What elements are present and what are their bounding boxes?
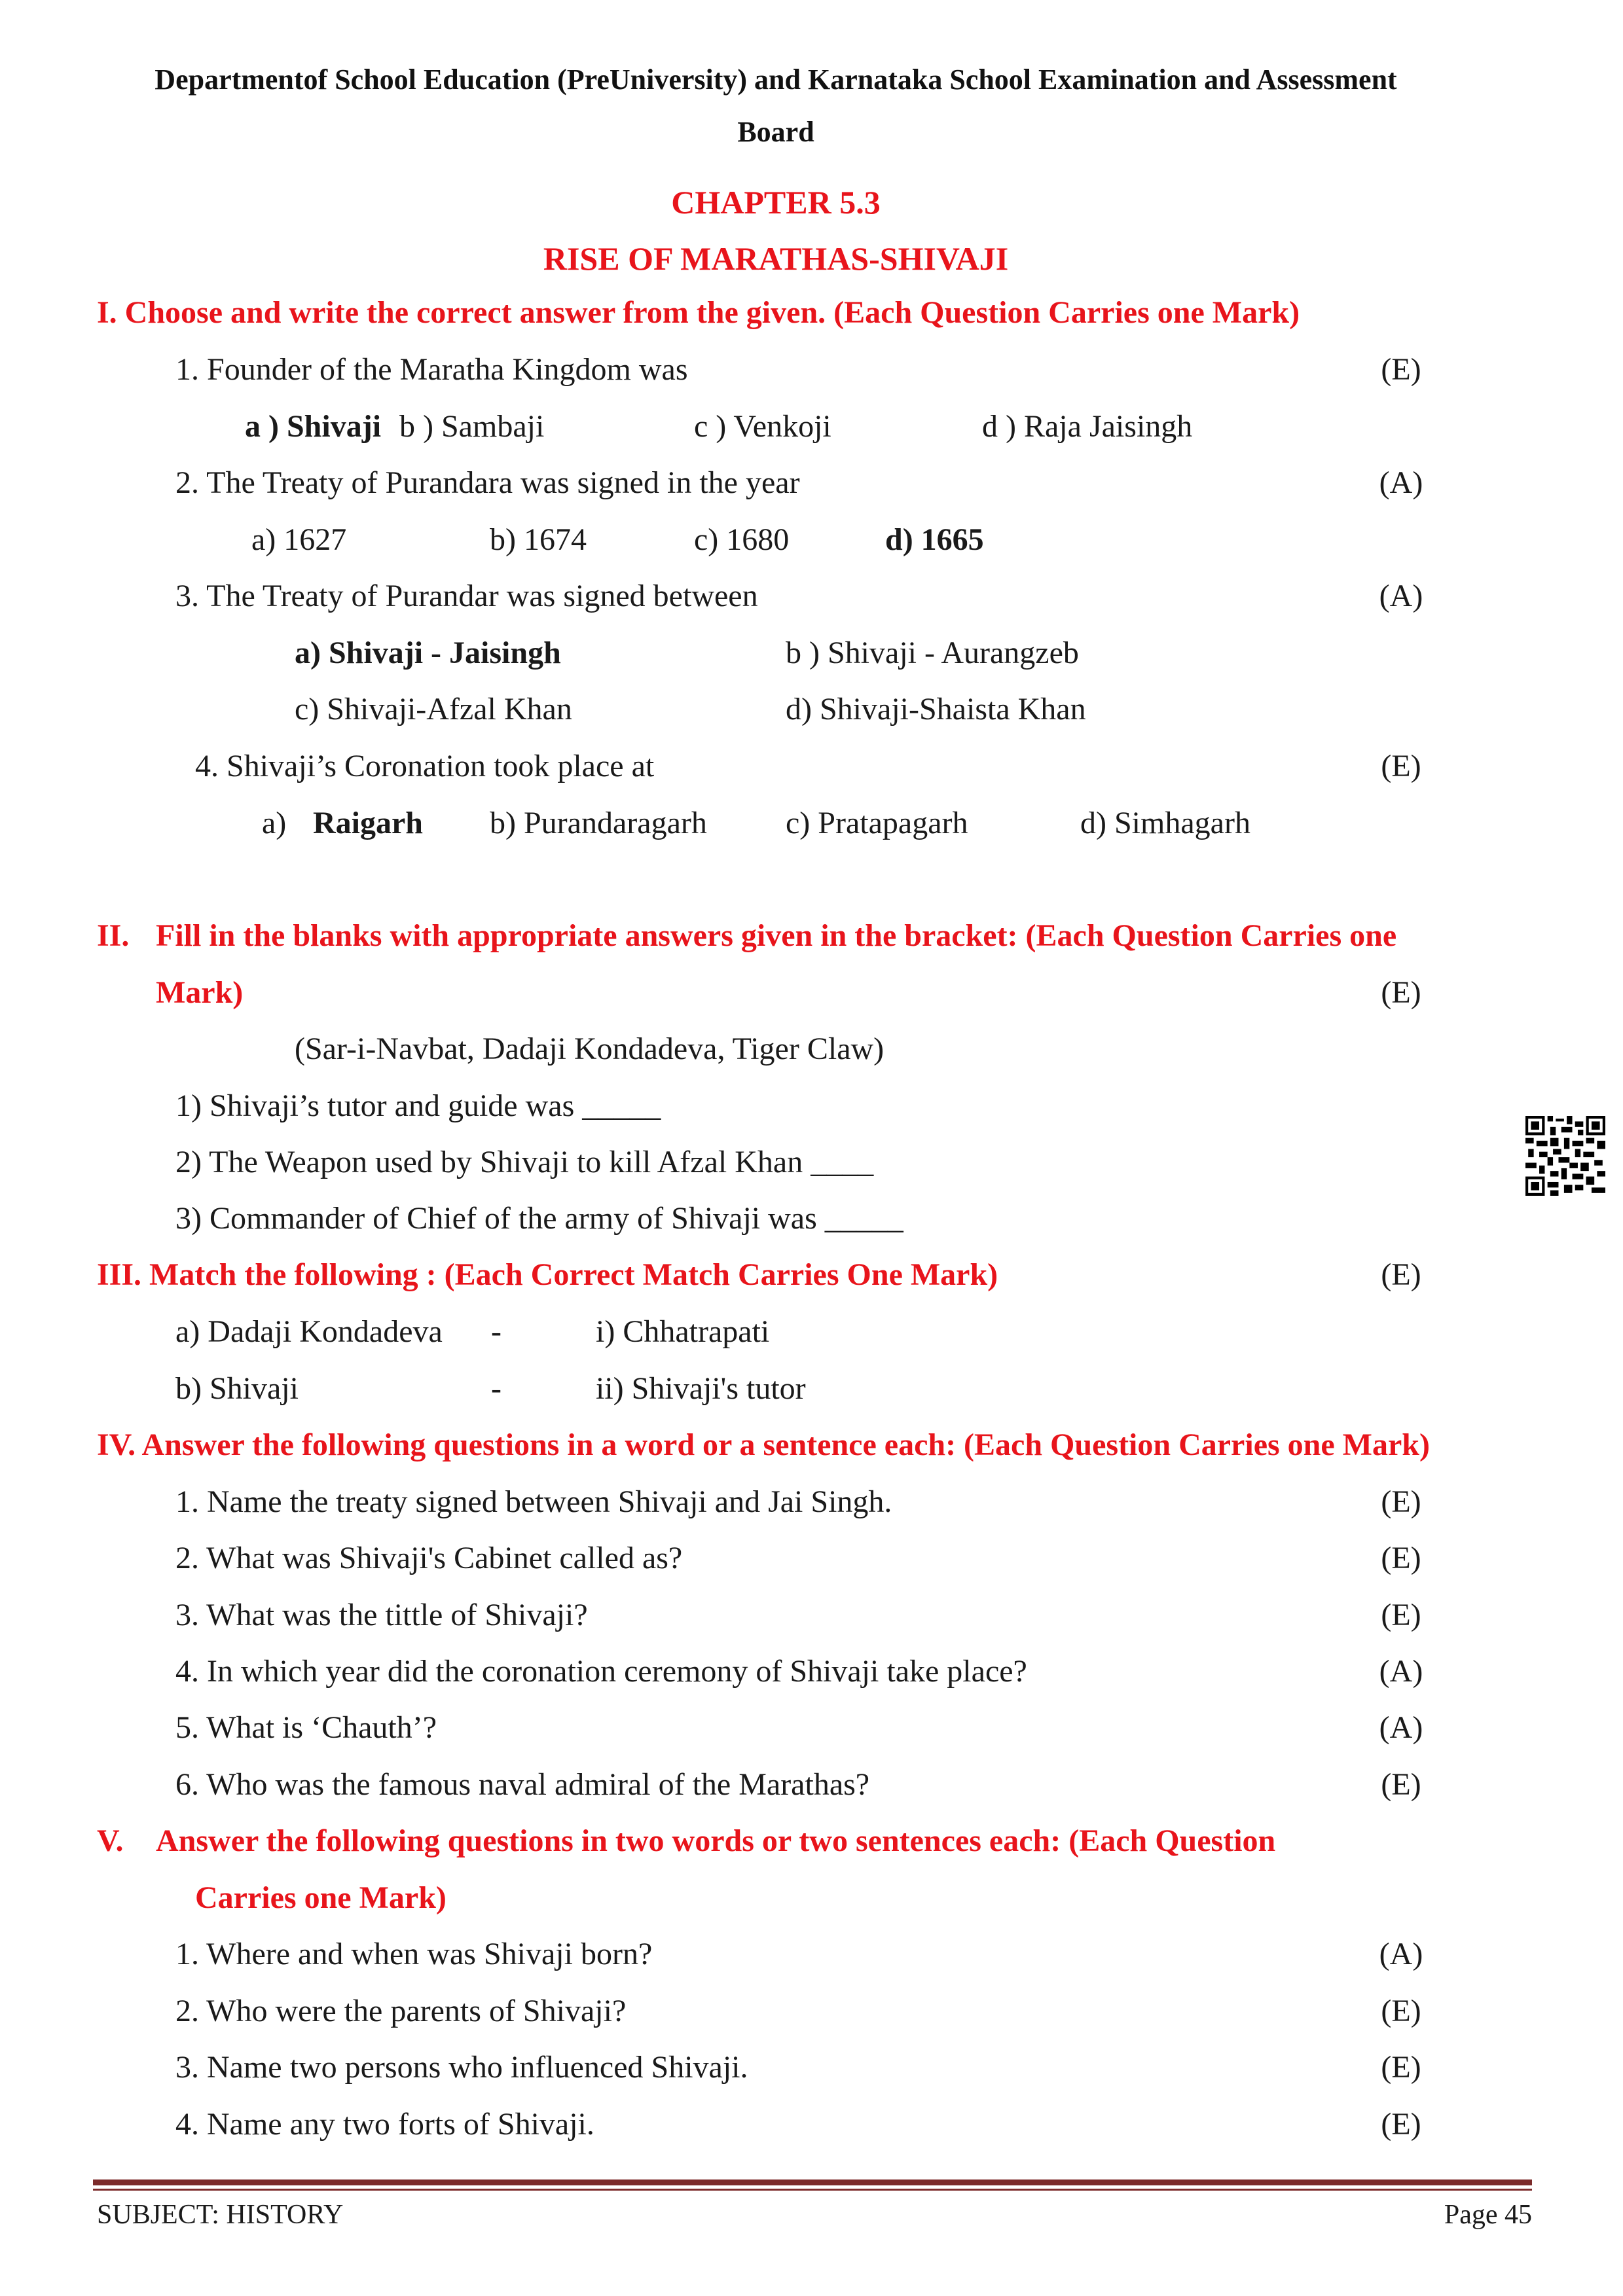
s1-q1-option-c: c ) Venkoji	[694, 409, 831, 444]
s1-q2-option-c: c) 1680	[694, 522, 790, 557]
s2-item-3: 3) Commander of Chief of the army of Shivaji was _____	[175, 1201, 903, 1236]
s1-q3-option-d: d) Shivaji-Shaista Khan	[786, 692, 1086, 726]
footer-rule-thick	[93, 2179, 1532, 2185]
s1-q2-mark: (A)	[1379, 465, 1423, 500]
s5-q4: 4. Name any two forts of Shivaji.	[175, 2107, 594, 2142]
s4-q3: 3. What was the tittle of Shivaji?	[175, 1598, 588, 1632]
s4-q4-mark: (A)	[1379, 1654, 1423, 1689]
section-2-number: II.	[97, 918, 130, 953]
s4-q1-mark: (E)	[1381, 1484, 1421, 1519]
s1-q3-option-c: c) Shivaji-Afzal Khan	[295, 692, 572, 726]
s1-q2-text: 2. The Treaty of Purandara was signed in the year	[175, 465, 800, 500]
s4-q4: 4. In which year did the coronation ceremony of Shivaji take place?	[175, 1654, 1027, 1689]
s5-q1-mark: (A)	[1379, 1937, 1423, 1971]
s1-q4-option-b: b) Purandaragarh	[490, 806, 707, 840]
s1-q3-option-b: b ) Shivaji - Aurangzeb	[786, 636, 1079, 670]
section-2-options: (Sar-i-Navbat, Dadaji Kondadeva, Tiger Claw)	[295, 1031, 884, 1066]
section-2-mark: (E)	[1381, 975, 1421, 1010]
s3-row-1-left: a) Dadaji Kondadeva	[175, 1314, 443, 1349]
s1-q3-text: 3. The Treaty of Purandar was signed between	[175, 579, 758, 613]
s1-q2-option-b: b) 1674	[490, 522, 587, 557]
s1-q3-option-a: a) Shivaji - Jaisingh	[295, 636, 561, 670]
s4-q3-mark: (E)	[1381, 1598, 1421, 1632]
section-5-number: V.	[97, 1823, 124, 1858]
section-4-heading: IV. Answer the following questions in a word or a sentence each: (Each Question Carries one Mark)	[97, 1427, 1430, 1462]
section-5-heading-line-2: Carries one Mark)	[195, 1880, 447, 1915]
section-3-heading: III. Match the following : (Each Correct Match Carries One Mark)	[97, 1257, 998, 1292]
chapter-title: RISE OF MARATHAS-SHIVAJI	[543, 240, 1009, 277]
s5-q2: 2. Who were the parents of Shivaji?	[175, 1994, 627, 2028]
s1-q4-option-a-prefix: a)	[262, 806, 287, 840]
s4-q2: 2. What was Shivaji's Cabinet called as?	[175, 1541, 683, 1575]
s5-q3: 3. Name two persons who influenced Shivaji.	[175, 2050, 748, 2085]
header-line-1: Departmentof School Education (PreUniversity) and Karnataka School Examination and Assessment	[155, 63, 1397, 96]
s1-q2-option-a: a) 1627	[251, 522, 347, 557]
s1-q4-option-c: c) Pratapagarh	[786, 806, 968, 840]
s4-q1: 1. Name the treaty signed between Shivaji and Jai Singh.	[175, 1484, 892, 1519]
footer-rule-thin	[93, 2189, 1532, 2191]
s5-q1: 1. Where and when was Shivaji born?	[175, 1937, 653, 1971]
chapter-number: CHAPTER 5.3	[671, 184, 881, 221]
s3-row-1-dash: -	[491, 1314, 501, 1349]
s1-q1-option-b: b ) Sambaji	[399, 409, 545, 444]
s4-q5-mark: (A)	[1379, 1710, 1423, 1745]
qr-code-icon	[1525, 1116, 1605, 1196]
s2-item-2: 2) The Weapon used by Shivaji to kill Afzal Khan ____	[175, 1145, 874, 1179]
s3-row-2-right: ii) Shivaji's tutor	[596, 1371, 806, 1406]
section-2-heading-line-2: Mark)	[156, 975, 244, 1010]
section-2-heading-line-1: Fill in the blanks with appropriate answers given in the bracket: (Each Question Carries one	[156, 918, 1397, 953]
s1-q4-option-d: d) Simhagarh	[1080, 806, 1250, 840]
s1-q4-option-a: Raigarh	[313, 806, 423, 840]
section-1-heading: I. Choose and write the correct answer from the given. (Each Question Carries one Mark)	[97, 295, 1300, 330]
s4-q6: 6. Who was the famous naval admiral of the Marathas?	[175, 1767, 870, 1802]
s1-q1-option-d: d ) Raja Jaisingh	[982, 409, 1193, 444]
s5-q3-mark: (E)	[1381, 2050, 1421, 2085]
s1-q4-text: 4. Shivaji’s Coronation took place at	[195, 749, 655, 783]
footer-page-number: Page 45	[1444, 2200, 1532, 2230]
section-5-heading-line-1: Answer the following questions in two words or two sentences each: (Each Question	[156, 1823, 1276, 1858]
s1-q1-text: 1. Founder of the Maratha Kingdom was	[175, 352, 688, 387]
s5-q2-mark: (E)	[1381, 1994, 1421, 2028]
s3-row-2-left: b) Shivaji	[175, 1371, 299, 1406]
s3-row-1-right: i) Chhatrapati	[596, 1314, 770, 1349]
s1-q1-mark: (E)	[1381, 352, 1421, 387]
s4-q5: 5. What is ‘Chauth’?	[175, 1710, 437, 1745]
s4-q6-mark: (E)	[1381, 1767, 1421, 1802]
s1-q3-mark: (A)	[1379, 579, 1423, 613]
s2-item-1: 1) Shivaji’s tutor and guide was _____	[175, 1088, 661, 1123]
s4-q2-mark: (E)	[1381, 1541, 1421, 1575]
s5-q4-mark: (E)	[1381, 2107, 1421, 2142]
s1-q1-option-a: a ) Shivaji	[245, 409, 382, 444]
s1-q2-option-d: d) 1665	[885, 522, 984, 557]
header-line-2: Board	[737, 116, 814, 148]
footer-subject: SUBJECT: HISTORY	[97, 2200, 344, 2230]
s1-q4-mark: (E)	[1381, 749, 1421, 783]
section-3-mark: (E)	[1381, 1257, 1421, 1292]
s3-row-2-dash: -	[491, 1371, 501, 1406]
